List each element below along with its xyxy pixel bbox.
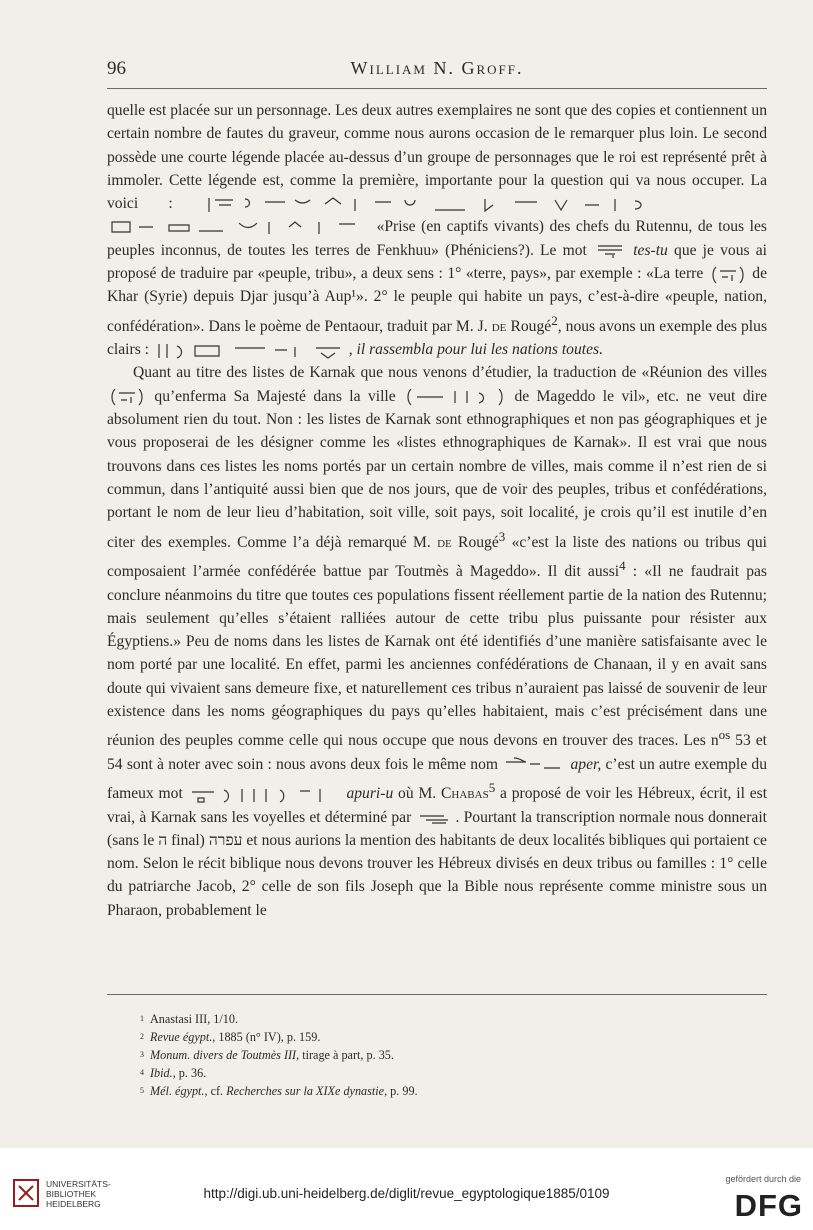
- main-text: [107, 99, 767, 922]
- footnote: $^4$ Ibid., p. 36.: [140, 1066, 207, 1080]
- paragraph-2: Quant au titre des listes de Karnak que nous venons d’étudier, la traduction de «Réunion des villes qu’enferma Sa Majesté dans la ville de Mageddo le vil», etc. ne veut dire absolument rien du tout. Non : les listes de Karnak sont ethnographiques et non pas géographiques et je vous proposerai de les désigner comme les «listes ethnographiques de Karnak». Il est vrai que nous trouvons dans ces listes les noms portés par un certain nombre de villes, mais comme il n’est rien de si commun, dans l’antiquité aussi bien que de nos jours, que de voir des peuples, tribus et confédérations, portant le nom de leur lieu d’habitation, soit ville, soit pays, soit localité, je crois qu’il est inutile d’en citer des exemples. Comme l’a déjà remarqué M. de Rougé$^3$ «c’est la liste des nations ou tribus qui composaient l’armée confédérée battue par Toutmès à Mageddo». Il dit aussi$^4$ : «Il ne faudrait pas conclure néanmoins du titre que toutes ces populations fissent réellement partie de la nation des Rutennu; mais seulement qu’elles s’étaient ralliées autour de cette tribu plus puissante pour résister aux Égyptiens.» Peu de noms dans les listes de Karnak ont été identifiés d’une manière satisfaisante avec le nom porté par une localité. En effet, parmi les anciennes confédérations de Chanaan, il y en avait sans doute qui vivaient sans demeure fixe, et naturellement ces tribus n’auraient pas laissé de souvenir de leur existence dans les noms géographiques du pays qu’elles habitaient, mais c’est précisément dans une réunion des peuples comme celle qui nous occupe que nous devons en trouver des traces. Les $n^{os}$ 53 et 54 sont à noter avec soin : nous avons deux fois le même nom aper, c’est un autre exemple du fameux mot apuri-u où M. Chabas$^5$ a proposé de voir les Hébreux, écrit, il est vrai, à Karnak sans les voyelles et déterminé par . Pourtant la transcription normale nous donnerait (sans le ה final) עפרה et nous aurions la mention des habitants de deux localités bibliques qui portaient ce nom. Selon le récit biblique nous devons trouver les Hébreux divisés en deux tribus ou familles : 1° celle du patriarche Jacob, 2° celle de son fils Joseph que la Bible nous représente comme ministre sous un Pharaon, probablement le: [107, 364, 768, 919]
- footnote: $^1$ Anastasi III, 1/10.: [140, 1012, 239, 1026]
- header-rule: [107, 88, 767, 89]
- source-url-link[interactable]: http://digi.ub.uni-heidelberg.de/diglit/revue_egyptologique1885/0109: [203, 1186, 610, 1201]
- hieroglyph-group-icon: [109, 219, 369, 237]
- hieroglyph-group-icon: [205, 196, 765, 214]
- library-name: UNIVERSITÄTS- BIBLIOTHEK HEIDELBERG: [46, 1179, 111, 1209]
- hieroglyph-group-icon: [155, 342, 305, 360]
- hieroglyph-group-icon: [710, 265, 746, 285]
- hieroglyph-group-icon: [190, 786, 340, 804]
- footnote: $^3$ Monum. divers de Toutmès III, tirage à part, p. 35.: [140, 1048, 394, 1062]
- hieroglyph-group-icon: [405, 387, 505, 407]
- footnote: $^5$ Mél. égypt., cf. Recherches sur la XIXe dynastie, p. 99.: [140, 1084, 418, 1098]
- hieroglyph-group-icon: [595, 242, 625, 260]
- footnotes: [140, 1010, 760, 1100]
- paragraph-1: quelle est placée sur un personnage. Les deux autres exemplaires ne sont que des copies et contiennent un certain nombre de fautes du graveur, comme nous aurons occasion de le remarquer plus loin. Le second possède une courte légende placée au-dessus d’un groupe de personnages que le roi est représenté prêt à immoler. Cette légende est, comme la première, importante pour la question qui va nous occuper. La voici : «Prise (en captifs vivants) des chefs du Rutennu, de tous les peuples inconnus, de toutes les terres de Fenkhuu» (Phéniciens?). Le mot tes-tu que je vous ai proposé de traduire par «peuple, tribu», a deux sens : 1° «terre, pays», par exemple : «La terre de Khar (Syrie) depuis Djar jusqu’à Aup¹». 2° le peuple qui habite un pays, c’est-à-dire «peuple, nation, confédération». Dans le poème de Pentaour, traduit par M. J. de Rougé$^2$, nous avons un exemple des plus clairs : , il rassembla pour lui les nations toutes.: [107, 102, 768, 359]
- hieroglyph-group-icon: [418, 811, 454, 825]
- hieroglyph-group-icon: [504, 756, 564, 774]
- hieroglyph-group-icon: [109, 387, 145, 407]
- dfg-logo: DFG: [734, 1188, 803, 1223]
- page-header: [107, 58, 767, 82]
- running-title: William N. Groff.: [350, 58, 524, 78]
- hieroglyph-group-icon: [313, 343, 343, 359]
- viewer-footer: [0, 1148, 813, 1230]
- funding-note: gefördert durch die: [725, 1174, 801, 1184]
- footnote: $^2$ Revue égypt., 1885 (n° IV), p. 159.: [140, 1030, 321, 1044]
- page-number: 96: [107, 58, 126, 79]
- footnote-rule: [107, 994, 767, 995]
